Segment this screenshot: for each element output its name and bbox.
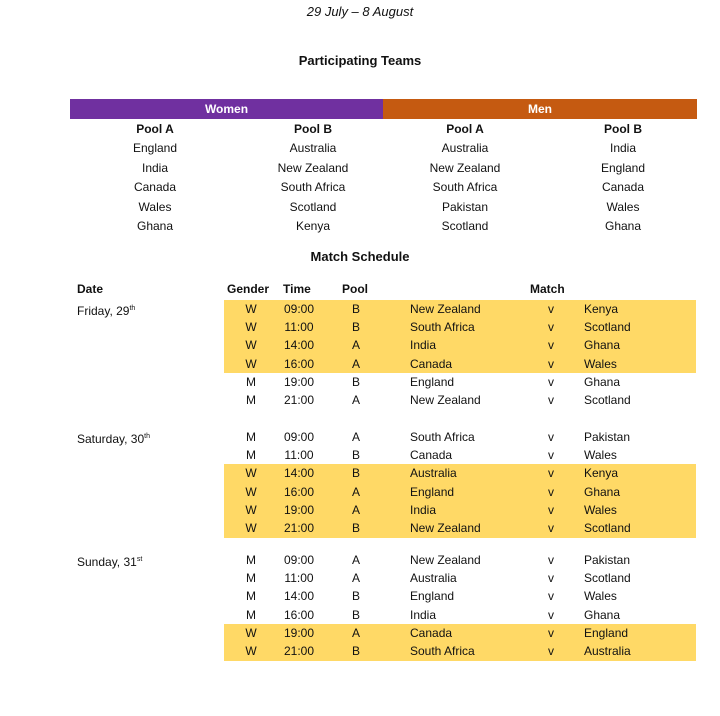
away-team-cell: Wales xyxy=(584,356,617,371)
home-team-cell: New Zealand xyxy=(410,521,481,535)
match-row xyxy=(0,464,720,482)
match-row xyxy=(0,318,720,336)
versus-cell: v xyxy=(548,589,554,604)
home-team-cell: India xyxy=(410,502,437,517)
time-cell: 09:00 xyxy=(283,302,315,316)
gender-cell: M xyxy=(246,607,256,622)
versus-cell: v xyxy=(548,484,554,499)
home-team-cell: Canada xyxy=(410,448,453,463)
pool-cell: A xyxy=(351,553,360,567)
versus-cell: v xyxy=(548,625,554,640)
pool-cell: B xyxy=(351,448,360,463)
home-team-cell: England xyxy=(410,374,455,389)
pool-column xyxy=(238,120,388,237)
versus-cell: v xyxy=(548,338,554,353)
pool-cell: A xyxy=(351,393,360,407)
away-team-cell: Scotland xyxy=(584,521,631,535)
gender-cell: M xyxy=(246,589,256,604)
home-team-cell: India xyxy=(410,338,437,353)
team-name: Wales xyxy=(606,199,640,214)
match-row xyxy=(0,569,720,587)
away-team-cell: Pakistan xyxy=(584,430,631,444)
team-name: India xyxy=(609,141,637,155)
col-gender-header: Gender xyxy=(227,282,270,296)
home-team-cell: New Zealand xyxy=(410,393,481,407)
gender-cell: W xyxy=(245,466,257,481)
participating-teams-title: Participating Teams xyxy=(298,53,422,68)
versus-cell: v xyxy=(548,430,554,444)
match-row xyxy=(0,355,720,373)
day-label: Friday, 29th xyxy=(77,304,136,318)
time-cell: 21:00 xyxy=(283,644,315,658)
team-name: Australia xyxy=(289,141,337,155)
versus-cell: v xyxy=(548,356,554,371)
pool-cell: A xyxy=(351,484,360,499)
away-team-cell: Ghana xyxy=(584,607,621,622)
time-cell: 16:00 xyxy=(283,356,315,371)
away-team-cell: Kenya xyxy=(584,302,619,316)
versus-cell: v xyxy=(548,607,554,622)
pool-cell: A xyxy=(351,356,360,371)
col-match-header: Match xyxy=(530,282,565,296)
away-team-cell: Australia xyxy=(584,644,631,658)
pool-cell: A xyxy=(351,625,360,640)
gender-cell: W xyxy=(245,502,257,517)
pool-header: Pool B xyxy=(604,122,642,136)
col-pool-header: Pool xyxy=(342,282,368,296)
match-row xyxy=(0,373,720,391)
team-name: Scotland xyxy=(441,219,489,233)
versus-cell: v xyxy=(548,302,554,316)
pool-cell: B xyxy=(351,320,360,335)
gender-cell: W xyxy=(245,302,257,316)
team-name: Scotland xyxy=(289,199,337,214)
home-team-cell: Canada xyxy=(410,625,453,640)
pool-cell: B xyxy=(351,302,360,316)
home-team-cell: India xyxy=(410,607,437,622)
away-team-cell: Ghana xyxy=(584,484,621,499)
versus-cell: v xyxy=(548,393,554,407)
time-cell: 09:00 xyxy=(283,430,315,444)
women-band: Women xyxy=(70,99,383,119)
match-row xyxy=(0,501,720,519)
home-team-cell: South Africa xyxy=(410,430,475,444)
home-team-cell: Australia xyxy=(410,571,457,586)
pool-header: Pool A xyxy=(446,122,484,136)
pool-header: Pool B xyxy=(294,122,332,136)
versus-cell: v xyxy=(548,521,554,535)
gender-cell: M xyxy=(246,571,256,586)
match-row xyxy=(0,428,720,446)
gender-cell: W xyxy=(245,644,257,658)
match-row xyxy=(0,551,720,569)
match-row xyxy=(0,642,720,660)
team-name: Canada xyxy=(133,180,177,194)
time-cell: 09:00 xyxy=(283,553,315,567)
versus-cell: v xyxy=(548,644,554,658)
pool-cell: B xyxy=(351,466,360,481)
versus-cell: v xyxy=(548,502,554,517)
team-name: New Zealand xyxy=(277,160,349,175)
gender-cell: M xyxy=(246,374,256,389)
time-cell: 21:00 xyxy=(283,521,315,535)
versus-cell: v xyxy=(548,374,554,389)
away-team-cell: England xyxy=(584,625,629,640)
gender-cell: W xyxy=(245,625,257,640)
pool-column xyxy=(548,120,698,237)
home-team-cell: South Africa xyxy=(410,320,475,335)
match-row xyxy=(0,519,720,537)
away-team-cell: Wales xyxy=(584,448,617,463)
away-team-cell: Wales xyxy=(584,502,617,517)
team-name: Wales xyxy=(138,199,172,214)
pool-cell: B xyxy=(351,521,360,535)
pool-cell: B xyxy=(351,374,360,389)
away-team-cell: Scotland xyxy=(584,393,631,407)
match-row xyxy=(0,587,720,605)
away-team-cell: Scotland xyxy=(584,571,631,586)
time-cell: 11:00 xyxy=(284,448,314,463)
pool-cell: A xyxy=(351,430,360,444)
team-name: South Africa xyxy=(280,180,346,194)
gender-cell: W xyxy=(245,484,257,499)
team-name: Ghana xyxy=(136,219,174,233)
away-team-cell: Ghana xyxy=(584,338,621,353)
pool-column xyxy=(390,120,540,237)
day-label: Saturday, 30th xyxy=(77,432,150,446)
day-label: Sunday, 31st xyxy=(77,555,143,569)
gender-cell: W xyxy=(245,320,257,335)
versus-cell: v xyxy=(548,553,554,567)
home-team-cell: England xyxy=(410,484,455,499)
home-team-cell: South Africa xyxy=(410,644,475,658)
team-name: Australia xyxy=(441,141,489,155)
gender-cell: M xyxy=(246,553,256,567)
match-row xyxy=(0,391,720,409)
team-name: India xyxy=(141,160,169,175)
pool-cell: B xyxy=(351,589,360,604)
versus-cell: v xyxy=(548,466,554,481)
away-team-cell: Scotland xyxy=(584,320,631,335)
home-team-cell: England xyxy=(410,589,455,604)
time-cell: 19:00 xyxy=(283,374,315,389)
team-name: Ghana xyxy=(604,219,642,233)
pool-cell: A xyxy=(351,502,360,517)
pool-header: Pool A xyxy=(136,122,174,136)
time-cell: 16:00 xyxy=(283,484,315,499)
home-team-cell: Canada xyxy=(410,356,453,371)
match-row xyxy=(0,446,720,464)
match-row xyxy=(0,300,720,318)
pool-cell: A xyxy=(351,571,360,586)
home-team-cell: New Zealand xyxy=(410,302,481,316)
match-row xyxy=(0,624,720,642)
time-cell: 21:00 xyxy=(283,393,315,407)
time-cell: 16:00 xyxy=(283,607,315,622)
away-team-cell: Wales xyxy=(584,589,617,604)
time-cell: 11:00 xyxy=(284,571,314,586)
versus-cell: v xyxy=(548,448,554,463)
col-date-header: Date xyxy=(77,282,104,296)
pool-cell: A xyxy=(351,338,360,353)
team-name: Pakistan xyxy=(441,199,489,214)
team-name: Canada xyxy=(601,180,645,194)
pool-cell: B xyxy=(351,607,360,622)
team-name: England xyxy=(600,160,646,175)
time-cell: 14:00 xyxy=(283,466,315,481)
time-cell: 19:00 xyxy=(283,502,315,517)
team-name: England xyxy=(132,141,178,155)
time-cell: 14:00 xyxy=(283,338,315,353)
versus-cell: v xyxy=(548,571,554,586)
team-name: South Africa xyxy=(432,180,498,194)
pool-cell: B xyxy=(351,644,360,658)
away-team-cell: Pakistan xyxy=(584,553,631,567)
men-band: Men xyxy=(383,99,697,119)
gender-cell: M xyxy=(246,393,256,407)
team-name: Kenya xyxy=(295,219,331,233)
team-name: New Zealand xyxy=(429,160,501,175)
match-row xyxy=(0,336,720,354)
time-cell: 14:00 xyxy=(283,589,315,604)
gender-cell: W xyxy=(245,356,257,371)
gender-cell: M xyxy=(246,448,256,463)
pool-column xyxy=(80,120,230,237)
col-time-header: Time xyxy=(283,282,311,296)
match-schedule-title: Match Schedule xyxy=(310,249,410,264)
home-team-cell: New Zealand xyxy=(410,553,481,567)
match-row xyxy=(0,606,720,624)
away-team-cell: Ghana xyxy=(584,374,621,389)
away-team-cell: Kenya xyxy=(584,466,619,481)
home-team-cell: Australia xyxy=(410,466,457,481)
gender-cell: W xyxy=(245,521,257,535)
match-row xyxy=(0,483,720,501)
versus-cell: v xyxy=(548,320,554,335)
time-cell: 11:00 xyxy=(284,320,314,335)
gender-cell: W xyxy=(245,338,257,353)
gender-cell: M xyxy=(246,430,256,444)
time-cell: 19:00 xyxy=(283,625,315,640)
date-range: 29 July – 8 August xyxy=(306,4,414,19)
